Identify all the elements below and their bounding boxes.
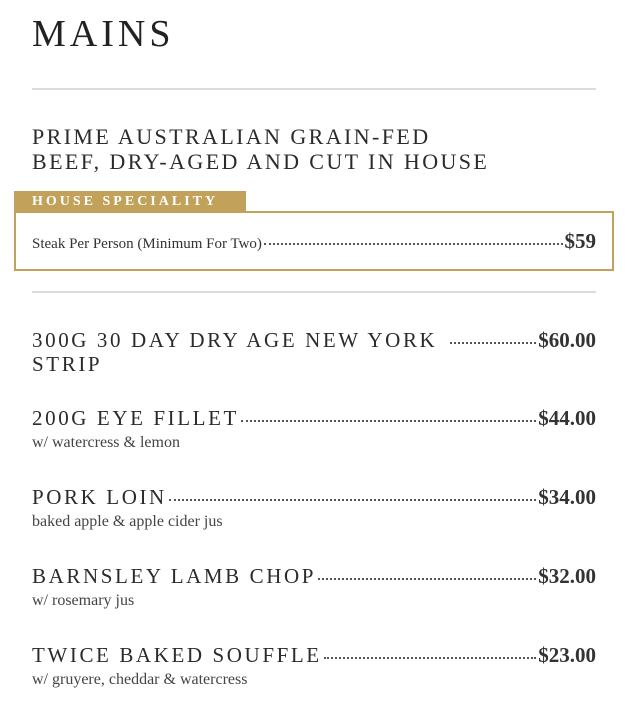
special-item-row [32, 229, 596, 254]
subtitle-line-2: BEEF, DRY-AGED AND CUT IN HOUSE [32, 149, 490, 174]
menu-item [32, 564, 596, 610]
menu-item-price: $60.00 [538, 328, 596, 352]
menu-item [32, 643, 596, 689]
dot-leader [241, 420, 536, 422]
menu-item-name: BARNSLEY LAMB CHOP [32, 564, 317, 588]
special-item-name: Steak Per Person (Minimum For Two) [32, 236, 262, 252]
section-title: MAINS [32, 13, 175, 55]
menu-item-price: $44.00 [538, 406, 596, 430]
menu-item-name: 300G 30 DAY DRY AGE NEW YORK STRIP [32, 328, 438, 376]
house-speciality-badge: HOUSE SPECIALITY [14, 191, 246, 212]
menu-item-price: $32.00 [538, 564, 596, 588]
house-speciality-box [14, 211, 614, 271]
menu-item-name: TWICE BAKED SOUFFLE [32, 643, 322, 667]
dot-leader [318, 578, 536, 580]
menu-item [32, 328, 596, 376]
dot-leader [264, 243, 563, 245]
menu-item-name: PORK LOIN [32, 485, 167, 509]
menu-item-price: $23.00 [538, 643, 596, 667]
menu-item [32, 485, 596, 531]
menu-item-description: w/ rosemary jus [32, 592, 135, 609]
menu-item [32, 406, 596, 452]
dot-leader [169, 499, 536, 501]
special-item-price: $59 [564, 229, 596, 253]
dot-leader [450, 342, 536, 344]
divider [32, 291, 596, 293]
menu-item-description: w/ gruyere, cheddar & watercress [32, 671, 248, 688]
menu-item-description: w/ watercress & lemon [32, 434, 180, 451]
dot-leader [324, 657, 537, 659]
divider [32, 88, 596, 90]
section-subtitle [32, 124, 489, 174]
menu-item-price: $34.00 [538, 485, 596, 509]
subtitle-line-1: PRIME AUSTRALIAN GRAIN-FED [32, 124, 431, 149]
menu-item-name: 200G EYE FILLET [32, 406, 239, 430]
menu-item-description: baked apple & apple cider jus [32, 513, 223, 530]
